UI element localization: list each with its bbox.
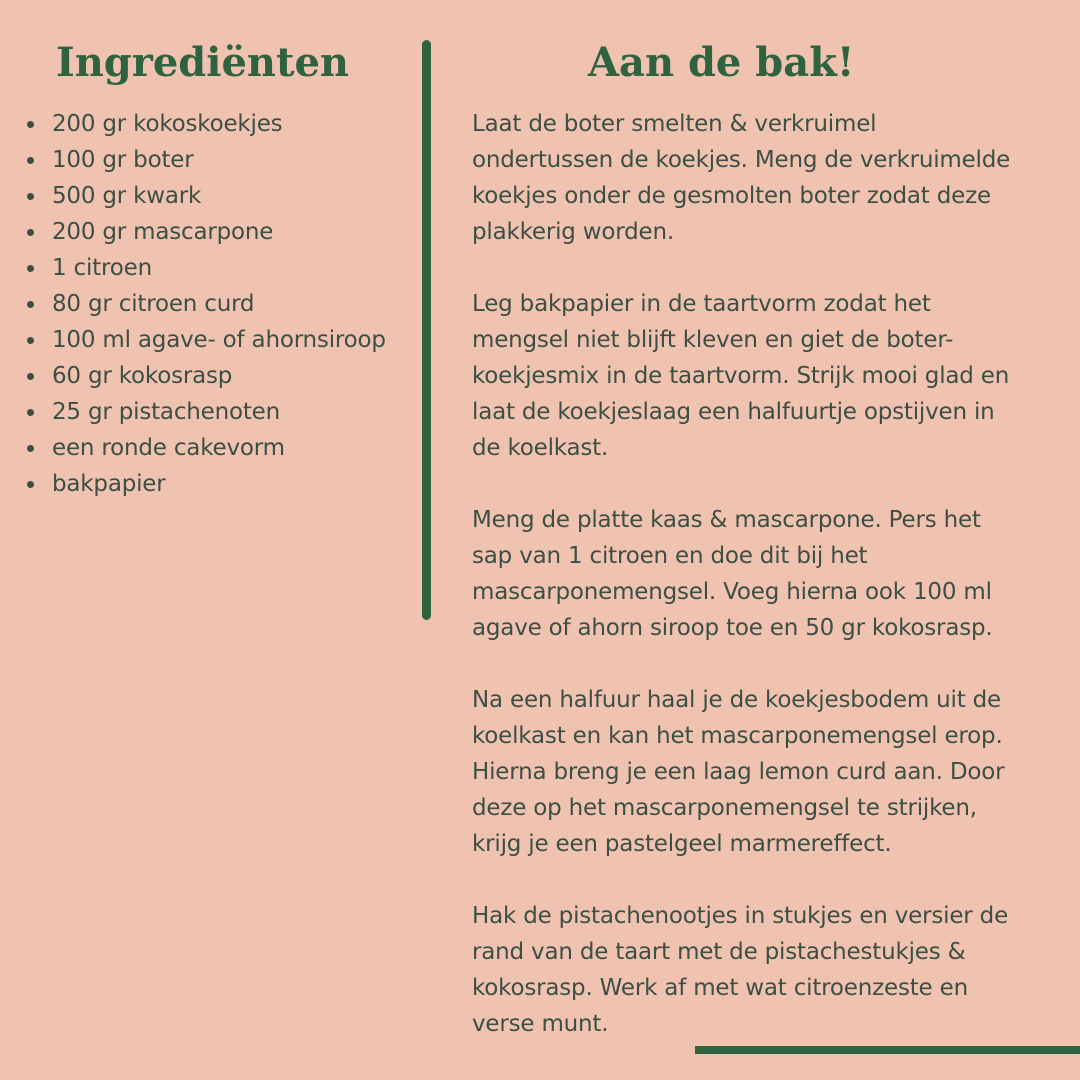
bullet-icon (27, 481, 34, 488)
vertical-divider (422, 40, 431, 620)
bullet-icon (27, 337, 34, 344)
step-paragraph-5: Hak de pistachenootjes in stukjes en versier de rand van de taart met de pistachestukjes & kokosrasp. Werk af met wat citroenzeste en verse munt. (472, 903, 1009, 1037)
ingredients-heading: Ingrediënten (56, 39, 349, 86)
list-item (22, 394, 422, 430)
bullet-icon (27, 193, 34, 200)
bullet-icon (27, 265, 34, 272)
list-item (22, 106, 422, 142)
ingredient-text: 60 gr kokosrasp (52, 363, 233, 389)
list-item (22, 322, 422, 358)
bottom-divider (695, 1046, 1080, 1054)
step-paragraph-2: Leg bakpapier in de taartvorm zodat het mengsel niet blijft kleven en giet de boter- koekjesmix in de taartvorm. Strijk mooi glad en laat de koekjeslaag een halfuurtje opstijven in de koelkast. (472, 291, 1010, 461)
bullet-icon (27, 373, 34, 380)
bullet-icon (27, 301, 34, 308)
bullet-icon (27, 157, 34, 164)
list-item (22, 466, 422, 502)
bullet-icon (27, 445, 34, 452)
ingredient-text: 200 gr kokoskoekjes (52, 111, 283, 137)
list-item (22, 430, 422, 466)
list-item (22, 358, 422, 394)
ingredients-list (22, 106, 422, 502)
list-item (22, 214, 422, 250)
list-item (22, 250, 422, 286)
list-item (22, 142, 422, 178)
bullet-icon (27, 409, 34, 416)
step-paragraph-1: Laat de boter smelten & verkruimel ondertussen de koekjes. Meng de verkruimelde koekjes onder de gesmolten boter zodat deze plakkerig worden. (472, 111, 1011, 245)
step-paragraph-4: Na een halfuur haal je de koekjesbodem uit de koelkast en kan het mascarponemengsel erop. Hierna breng je een laag lemon curd aan. Door deze op het mascarponemengsel te strijken, krijg je een pastelgeel marmereffect. (472, 687, 1005, 857)
ingredient-text: 100 gr boter (52, 147, 194, 173)
ingredient-text: 80 gr citroen curd (52, 291, 255, 317)
steps-heading: Aan de bak! (588, 39, 855, 86)
ingredient-text: 25 gr pistachenoten (52, 399, 280, 425)
ingredient-text: bakpapier (52, 471, 166, 497)
ingredient-text: 100 ml agave- of ahornsiroop (52, 327, 386, 353)
list-item (22, 286, 422, 322)
bullet-icon (27, 121, 34, 128)
ingredient-text: een ronde cakevorm (52, 435, 285, 461)
step-paragraph-3: Meng de platte kaas & mascarpone. Pers het sap van 1 citroen en doe dit bij het mascarponemengsel. Voeg hierna ook 100 ml agave of ahorn siroop toe en 50 gr kokosrasp. (472, 507, 993, 641)
ingredient-text: 200 gr mascarpone (52, 219, 274, 245)
ingredient-text: 500 gr kwark (52, 183, 202, 209)
bullet-icon (27, 229, 34, 236)
ingredient-text: 1 citroen (52, 255, 152, 281)
steps-section (472, 106, 1062, 1078)
list-item (22, 178, 422, 214)
